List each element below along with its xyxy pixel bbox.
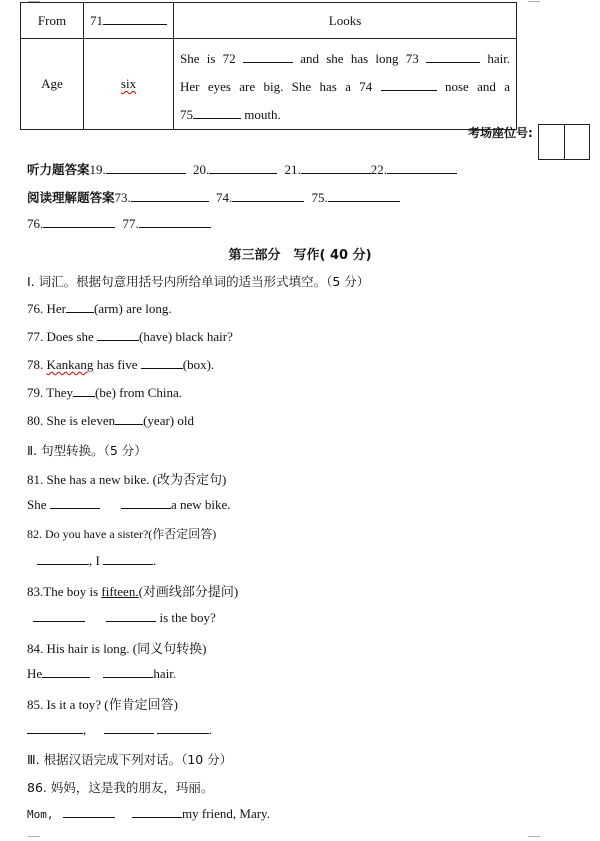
question-text: has five xyxy=(93,357,138,372)
table-row xyxy=(21,39,517,130)
answer-85 xyxy=(27,722,212,738)
name-kankang: Kankang xyxy=(46,357,94,372)
question-text: (box). xyxy=(182,357,215,372)
question-78 xyxy=(27,357,214,373)
seat-box-divider xyxy=(564,125,565,159)
seat-number-label: 考场座位号: xyxy=(468,126,533,140)
answer-blank-74[interactable] xyxy=(381,79,437,91)
desc-line-2 xyxy=(180,73,510,101)
answer-text: He xyxy=(27,666,43,681)
age-label: Age xyxy=(21,39,84,130)
question-77 xyxy=(27,329,233,345)
answer-num: 21. xyxy=(284,162,301,177)
answer-text: hair. xyxy=(153,666,177,681)
answer-blank[interactable] xyxy=(209,162,277,174)
question-text: 83.The boy is xyxy=(27,584,102,599)
answer-blank[interactable] xyxy=(27,722,83,734)
answer-blank[interactable] xyxy=(387,162,457,174)
answer-text: is the boy? xyxy=(159,610,216,625)
underlined-part: fifteen. xyxy=(101,584,139,599)
answer-text: , xyxy=(83,722,87,737)
desc-text: mouth. xyxy=(244,107,281,122)
listening-label: 听力题答案 xyxy=(27,162,90,177)
question-text: 80. She is eleven xyxy=(27,413,116,428)
answer-blank[interactable] xyxy=(37,553,89,565)
answer-text: a new bike. xyxy=(171,497,231,512)
answer-blank[interactable] xyxy=(73,385,95,397)
answer-num: 75. xyxy=(311,190,328,205)
answer-text: . xyxy=(208,722,212,737)
age-value: six xyxy=(120,76,137,91)
looks-label: Looks xyxy=(174,3,517,39)
answer-86 xyxy=(27,806,270,822)
question-85: 85. Is it a toy? (作肯定回答) xyxy=(27,697,178,712)
from-answer-number: 71 xyxy=(90,12,103,28)
answer-blank[interactable] xyxy=(301,162,371,174)
question-86: 86. 妈妈，这是我的朋友，玛丽。 xyxy=(27,780,214,795)
corner-mark xyxy=(528,836,540,838)
answer-blank[interactable] xyxy=(33,610,85,622)
answer-blank[interactable] xyxy=(115,413,143,425)
question-79 xyxy=(27,385,182,401)
answer-blank[interactable] xyxy=(106,162,186,174)
desc-line-3 xyxy=(180,101,510,129)
answer-blank[interactable] xyxy=(42,666,90,678)
question-text: (be) from China. xyxy=(94,385,182,400)
corner-mark xyxy=(528,0,540,2)
section-one-heading: Ⅰ. 词汇。根据句意用括号内所给单词的适当形式填空。（5 分） xyxy=(27,274,370,289)
table-row xyxy=(21,3,517,39)
answer-blank-75[interactable] xyxy=(193,107,241,119)
desc-text: Her eyes are big. She has a 74 xyxy=(180,79,373,94)
question-81: 81. She has a new bike. (改为否定句) xyxy=(27,472,227,487)
answer-blank[interactable] xyxy=(104,722,154,734)
reading-answers-line-2 xyxy=(27,216,211,232)
desc-text: She is 72 xyxy=(180,51,236,66)
answer-blank[interactable] xyxy=(232,190,304,202)
section-three-heading: Ⅲ. 根据汉语完成下列对话。（10 分） xyxy=(27,752,233,767)
answer-text: . xyxy=(153,553,157,568)
question-text: (arm) are long. xyxy=(94,301,172,316)
answer-blank[interactable] xyxy=(97,329,139,341)
answer-81 xyxy=(27,497,231,513)
desc-text: and she has long 73 xyxy=(300,51,419,66)
question-76 xyxy=(27,301,172,317)
section-two-heading: Ⅱ. 句型转换。（5 分） xyxy=(27,443,147,458)
question-text: (year) old xyxy=(143,413,194,428)
answer-blank[interactable] xyxy=(157,722,209,734)
answer-83 xyxy=(33,610,216,626)
question-text: (对画线部分提问) xyxy=(138,584,239,599)
desc-line-1 xyxy=(180,45,510,73)
info-table xyxy=(20,2,517,130)
answer-blank[interactable] xyxy=(121,497,171,509)
answer-text: my friend, Mary. xyxy=(182,806,270,821)
part-three-title: 第三部分 写作( 40 分) xyxy=(228,248,372,263)
reading-answers-line xyxy=(27,188,400,206)
question-84: 84. His hair is long. (同义句转换) xyxy=(27,641,207,656)
question-83 xyxy=(27,581,238,600)
age-value-cell xyxy=(84,39,174,130)
answer-blank[interactable] xyxy=(141,357,183,369)
desc-text: 75 xyxy=(180,107,193,122)
answer-blank[interactable] xyxy=(131,190,209,202)
answer-blank[interactable] xyxy=(139,216,211,228)
answer-num: 74. xyxy=(216,190,233,205)
answer-blank[interactable] xyxy=(66,301,94,313)
question-80 xyxy=(27,413,194,429)
question-text: 79. They xyxy=(27,385,73,400)
corner-mark xyxy=(28,836,40,838)
question-text: 78. xyxy=(27,357,47,372)
seat-number-box[interactable] xyxy=(538,124,590,160)
question-text: 77. Does she xyxy=(27,329,94,344)
answer-blank[interactable] xyxy=(43,216,115,228)
answer-text: , I xyxy=(89,553,100,568)
answer-blank[interactable] xyxy=(106,610,156,622)
question-text: (have) black hair? xyxy=(139,329,233,344)
answer-blank[interactable] xyxy=(103,553,153,565)
answer-text: Mom, xyxy=(27,808,54,821)
looks-description xyxy=(174,39,517,130)
answer-blank-72[interactable] xyxy=(243,51,293,63)
desc-text: nose and a xyxy=(444,79,511,94)
question-text: 76. Her xyxy=(27,301,66,316)
answer-num: 20. xyxy=(193,162,210,177)
desc-text: hair. xyxy=(487,51,511,66)
listening-answers-line xyxy=(27,160,457,178)
from-label: From xyxy=(21,3,84,39)
answer-blank[interactable] xyxy=(103,13,167,25)
answer-blank[interactable] xyxy=(103,666,153,678)
answer-num: 73. xyxy=(114,190,131,205)
answer-text: She xyxy=(27,497,47,512)
answer-blank[interactable] xyxy=(63,806,115,818)
answer-blank[interactable] xyxy=(50,497,100,509)
from-answer-cell xyxy=(84,3,174,39)
answer-num: 77. xyxy=(122,216,139,231)
answer-blank-73[interactable] xyxy=(426,51,480,63)
answer-84 xyxy=(27,666,176,682)
reading-label: 阅读理解题答案 xyxy=(27,190,115,205)
answer-num: 22. xyxy=(370,162,388,177)
answer-num: 19. xyxy=(89,162,106,177)
answer-blank[interactable] xyxy=(132,806,182,818)
answer-82 xyxy=(37,553,156,569)
answer-num: 76. xyxy=(27,216,44,231)
question-82: 82. Do you have a sister?(作否定回答) xyxy=(27,527,217,541)
answer-blank[interactable] xyxy=(328,190,400,202)
